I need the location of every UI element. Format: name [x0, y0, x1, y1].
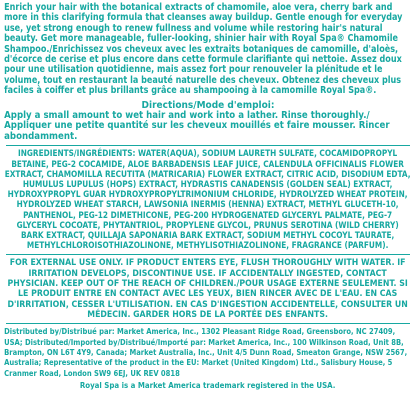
- directions-heading: Directions/Mode d'emploi:: [141, 99, 275, 111]
- ingredients-list: INGREDIENTS/INGRÉDIENTS: WATER(AQUA), SODIUM LAURETH SULFATE, COCAMIDOPROPYL BETAINE, PEG-2 COCAMIDE, ALOE BARBADENSIS LEAF JUICE, CALENDULA OFFICINALIS FLOWER EXTRACT, CHAMOMILLA RECUTITA (MATRICARIA) FLOWER EXTRACT, CITRIC ACID, DISODIUM EDTA, HUMULUS LUPULUS (HOPS) EXTRACT, HYDRASTIS CANADENSIS (GOLDEN SEAL) EXTRACT, HYDROXYPROPYL GUAR HYDROXYPROPYLTRIMONIUM CHLORIDE, HYDROLYZED WHEAT PROTEIN, HYDROLYZED WHEAT STARCH, LAWSONIA INERMIS (HENNA) EXTRACT, METHYL GLUCETH-10, PANTHENOL, PEG-12 DIMETHICONE, PEG-200 HYDROGENATED GLYCERYL PALMATE, PEG-7 GLYCERYL COCOATE, PHYTANTRIOL, PROPYLENE GLYCOL, PRUNUS SEROTINA (WILD CHERRY) BARK EXTRACT, QUILLAJA SAPONARIA BARK EXTRACT, SODIUM METHYL COCOYL TAURATE, METHYLCHLOROISOTHIAZOLINONE, METHYLISOTHIAZOLINONE, FRAGRANCE (PARFUM).: [5, 149, 411, 252]
- divider: [6, 145, 410, 146]
- warnings-text: FOR EXTERNAL USE ONLY. IF PRODUCT ENTERS EYE, FLUSH THOROUGHLY WITH WATER. IF IRRITATION DEVELOPS, DISCONTINUE USE. IF ACCIDENTALLY INGESTED, CONTACT PHYSICIAN. KEEP OUT OF THE REACH OF CHILDREN./POUR USAGE EXTERNE SEULEMENT. SI LE PRODUIT ENTRE EN CONTACT AVEC LES YEUX, BIEN RINCER AVEC DE L'EAU. EN CAS D'IRRITATION, CESSER L'UTILISATION. EN CAS D'INGESTION ACCIDENTELLE, CONSULTER UN MÉDECIN. GARDER HORS DE LA PORTÉE DES ENFANTS.: [7, 258, 409, 320]
- divider: [6, 323, 410, 324]
- product-description: Enrich your hair with the botanical extracts of chamomile, aloe vera, cherry bark and more in this clarifying formula that cleanses away buildup. Gentle enough for everyday use, yet strong enough to renew fullness and volume while restoring hair's natural beauty. Get more manageable, fuller-looking, shinier hair with Royal Spa® Chamomile Shampoo./Enrichissez vos cheveux avec les extraits botaniques de camomille, d'aloès, d'écorce de cerise et plus encore dans cette formule clarifiante qui nettoie. Assez doux pour une utilisation quotidienne, mais assez fort pour renouveler la plénitude et le volume, tout en restaurant la beauté naturelle des cheveux. Obtenez des cheveux plus faciles à coiffer et plus brillants grâce au shampooing à la camomille Royal Spa®.: [4, 2, 403, 97]
- distributor-info: Distributed by/Distribué par: Market America, Inc., 1302 Pleasant Ridge Road, Greensboro, NC 27409, USA; Distributed/Imported by/Distribué/Importé par: Market America, Inc., 100 Wilkinson Road, Unit 8B, Brampton, ON L6T 4Y9, Canada; Market Australia, Inc., Unit 4/5 Dunn Road, Smeaton Grange, NSW 2567, Australia; Representative of the product in the EU: Market (United Kingdom) Ltd., Salisbury House, 5 Cranmer Road, London SW9 6EJ, UK REV 0818: [4, 327, 408, 378]
- directions-text: Apply a small amount to wet hair and work into a lather. Rinse thoroughly./ Appliquer une petite quantité sur les cheveux mouillés et faire mousser. Rincer abondamment.: [4, 109, 390, 142]
- divider: [6, 254, 410, 255]
- trademark-notice: Royal Spa is a Market America trademark registered in the USA.: [80, 380, 336, 391]
